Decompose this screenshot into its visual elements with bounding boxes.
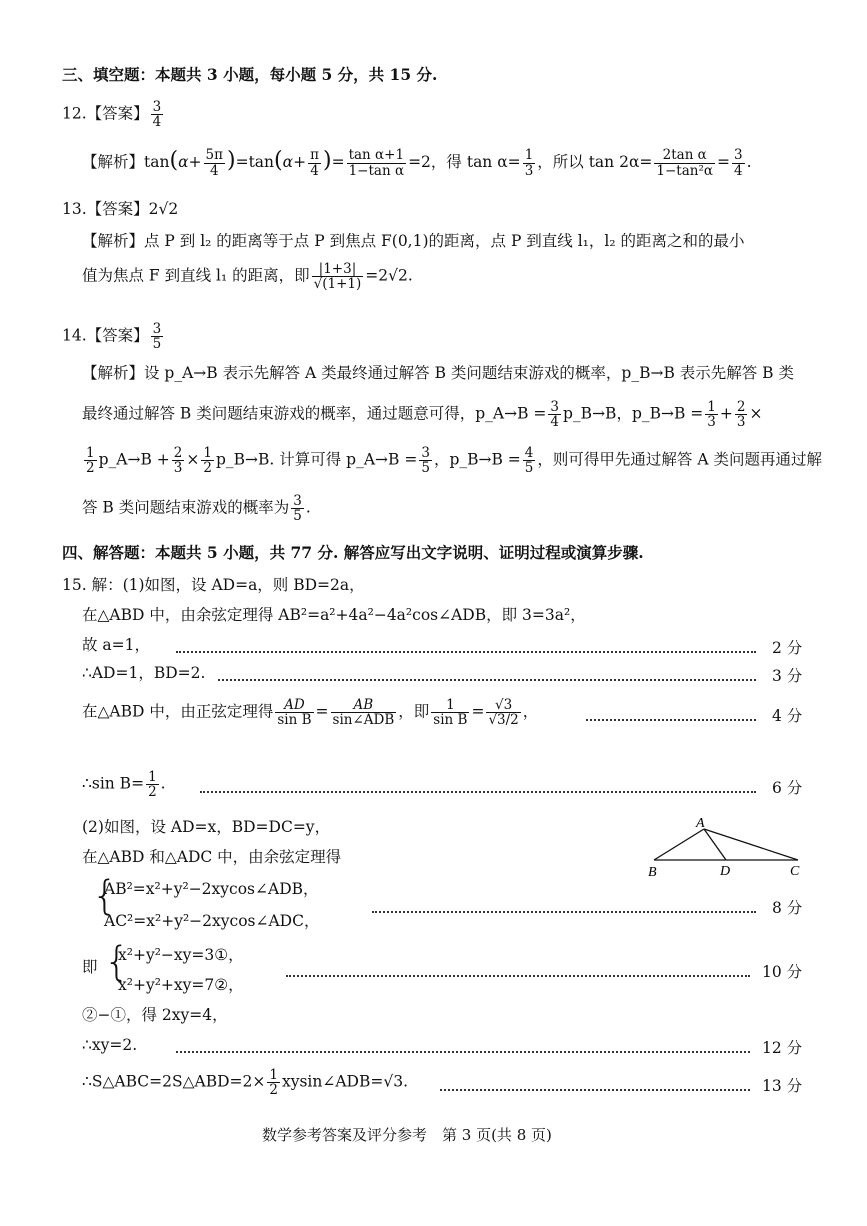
dot-leader: [586, 719, 756, 721]
frac-den: sin B: [433, 712, 468, 729]
q13-label: 13.【答案】: [62, 200, 149, 218]
q15-eq-ab: AB²=x²+y²−2xycos∠ADB，: [104, 880, 319, 898]
frac-den: √3/2: [488, 712, 519, 729]
fraction: [735, 400, 748, 429]
fraction: [291, 494, 304, 523]
text: ∴S△ABC=2S△ABD=2×: [82, 1072, 266, 1091]
q12-answer-fraction: [151, 100, 164, 129]
text: ×: [749, 404, 763, 423]
text: ，则可得甲先通过解答 A 类问题再通过解: [537, 450, 822, 469]
frac-num: 2tan α: [654, 148, 715, 163]
q15-line5: [82, 698, 538, 727]
frac-num: 3: [550, 399, 559, 415]
q13-analysis-line2: [82, 262, 413, 291]
text: α+: [282, 153, 307, 171]
score-10: 10 分: [762, 963, 803, 981]
q15-eq-ac: AC²=x²+y²−2xycos∠ADC，: [104, 912, 320, 930]
left-brace: {: [92, 873, 118, 919]
frac-num: 4: [524, 445, 534, 461]
text: p_B→B. 计算可得 p_A→B =: [215, 450, 418, 469]
q15-line6: [82, 770, 166, 799]
text: ，: [522, 702, 539, 721]
text: ，所以 tan 2α=: [537, 153, 653, 171]
q15-line3: 故 a=1，: [82, 636, 151, 654]
left-brace: {: [104, 939, 130, 985]
score-2: 2 分: [772, 639, 803, 657]
frac-den: 3: [707, 414, 716, 431]
text: p_A→B +: [98, 450, 170, 469]
q15-line1: 15. 解：(1)如图，设 AD=a，则 BD=2a，: [62, 576, 365, 594]
label-a: A: [696, 816, 705, 831]
text: .: [746, 153, 752, 171]
text: =: [331, 153, 345, 171]
score-13: 13 分: [762, 1077, 803, 1095]
frac-num: 1: [86, 445, 95, 461]
paren: ): [227, 148, 236, 173]
frac-den: 2: [148, 784, 157, 801]
frac-num: AD: [275, 698, 313, 713]
frac-den: 1−tan α: [348, 162, 405, 179]
q15-eq1: x²+y²−xy=3①，: [118, 946, 244, 964]
fraction: [419, 446, 432, 475]
label-d: D: [720, 864, 731, 879]
segment-ab: [654, 829, 704, 860]
q13-answer: [62, 200, 178, 219]
frac-num: 1: [707, 399, 716, 415]
score-6: 6 分: [772, 779, 803, 797]
label-c: C: [790, 864, 800, 879]
frac-num: 2: [173, 445, 183, 461]
score-4: 4 分: [772, 707, 803, 725]
fraction: [204, 148, 225, 177]
paren: ): [322, 148, 332, 173]
text: ×: [186, 450, 200, 469]
q14-analysis-line3: [82, 446, 822, 475]
frac-num: 3: [152, 99, 162, 115]
frac-den: 2: [86, 460, 95, 477]
frac-den: √(1+1): [313, 276, 362, 293]
frac-den: 5: [152, 336, 162, 353]
q14-answer: [62, 322, 165, 351]
label-b: B: [648, 865, 657, 880]
fraction: [347, 148, 406, 177]
segment-ac: [704, 829, 798, 860]
paren: (: [169, 148, 179, 173]
text: =: [315, 702, 329, 721]
q12-label: 12.【答案】: [62, 104, 149, 123]
q14-analysis-line4: [82, 494, 311, 523]
fraction: [146, 770, 159, 799]
text: 值为焦点 F 到直线 l₁ 的距离，即: [82, 266, 310, 285]
section-3-title: 三、填空题：本题共 3 小题，每小题 5 分，共 15 分.: [62, 65, 438, 84]
frac-num: 1: [431, 698, 469, 713]
fraction: [84, 446, 97, 475]
fraction: [267, 1068, 280, 1097]
triangle-figure: [640, 812, 810, 882]
text: =2√2.: [365, 266, 413, 285]
text: α+: [178, 153, 202, 171]
fraction: [705, 400, 718, 429]
score-8: 8 分: [772, 899, 803, 917]
q15-line12: ∴xy=2.: [82, 1036, 138, 1054]
frac-num: |1+3|: [312, 262, 364, 277]
frac-den: 5: [524, 460, 534, 477]
fraction: [523, 148, 536, 177]
text: xysin∠ADB=√3.: [281, 1072, 409, 1091]
q15-line11: ②−①，得 2xy=4，: [82, 1006, 228, 1024]
text: tan: [144, 153, 170, 171]
q13-analysis-line1: 【解析】点 P 到 l₂ 的距离等于点 P 到焦点 F(0,1)的距离，点 P 到直线 l₁，l₂ 的距离之和的最小: [82, 232, 745, 250]
frac-num: 3: [152, 321, 162, 337]
dot-leader: [372, 911, 756, 913]
frac-num: 3: [293, 493, 302, 509]
frac-num: 2: [736, 399, 746, 415]
text: 答 B 类问题结束游戏的概率为: [82, 498, 290, 517]
fraction: [308, 148, 321, 177]
text: =: [471, 702, 485, 721]
fraction: [172, 446, 185, 475]
text: .: [305, 498, 311, 517]
frac-num: 3: [421, 445, 430, 461]
score-12: 12 分: [762, 1039, 803, 1057]
frac-den: sin∠ADB: [332, 712, 395, 729]
score-3: 3 分: [772, 667, 803, 685]
text: 在△ABD 中，由正弦定理得: [82, 702, 274, 721]
text: .: [160, 774, 166, 793]
page-footer: 数学参考答案及评分参考 第 3 页(共 8 页): [262, 1126, 552, 1144]
frac-den: 4: [152, 114, 162, 131]
q15-line4: ∴AD=1，BD=2.: [82, 664, 206, 682]
text: ，即: [398, 702, 430, 721]
q15-ji: 即: [82, 958, 98, 976]
paren: (: [274, 148, 283, 173]
frac-num: 5π: [205, 147, 223, 164]
frac-den: 3: [173, 460, 183, 477]
frac-den: 5: [293, 508, 302, 525]
q15-line13: [82, 1068, 408, 1097]
text: +: [719, 404, 733, 423]
frac-den: 5: [421, 460, 430, 477]
text: =tan: [235, 153, 275, 171]
frac-den: 2: [269, 1082, 278, 1099]
fraction: [523, 446, 536, 475]
dot-leader: [176, 651, 756, 653]
frac-den: 4: [209, 162, 219, 179]
frac-num: 3: [734, 147, 743, 164]
text: =: [717, 153, 731, 171]
q15-line7: (2)如图，设 AD=x，BD=DC=y，: [82, 818, 331, 836]
fraction: [331, 698, 397, 727]
q14-label: 14.【答案】: [62, 326, 149, 345]
fraction: [201, 446, 214, 475]
frac-den: sin B: [277, 712, 312, 729]
q14-analysis-line1: 【解析】设 p_A→B 表示先解答 A 类最终通过解答 B 类问题结束游戏的概率，p_B→B 表示先解答 B 类: [82, 364, 795, 382]
frac-num: 1: [524, 147, 534, 164]
text: p_B→B，p_B→B =: [563, 404, 704, 423]
text: ，p_B→B =: [433, 450, 521, 469]
q13-answer-value: 2√2: [148, 200, 179, 218]
fraction: [654, 148, 715, 177]
q14-answer-fraction: [151, 322, 164, 351]
frac-den: 3: [524, 162, 534, 179]
q12-answer: [62, 100, 165, 129]
q15-eq2: x²+y²+xy=7②，: [118, 976, 244, 994]
frac-den: 4: [310, 162, 319, 179]
frac-den: 4: [550, 414, 559, 431]
fraction: [275, 698, 313, 727]
fraction: [486, 698, 520, 727]
fraction: [312, 262, 364, 291]
frac-den: 1−tan²α: [656, 162, 714, 179]
segment-ad: [704, 829, 726, 860]
dot-leader: [200, 791, 756, 793]
frac-num: 1: [269, 1067, 278, 1083]
dot-leader: [440, 1089, 750, 1091]
q14-analysis-line2: [82, 400, 762, 429]
text: ∴sin B=: [82, 774, 145, 793]
text: =2，得 tan α=: [408, 153, 521, 171]
frac-num: tan α+1: [348, 147, 405, 164]
frac-num: AB: [331, 698, 397, 713]
analysis-tag: 【解析】: [82, 153, 145, 171]
dot-leader: [176, 1051, 750, 1053]
frac-num: 1: [148, 769, 157, 785]
fraction: [548, 400, 561, 429]
section-4-title: 四、解答题：本题共 5 小题，共 77 分. 解答应写出文字说明、证明过程或演算步骤.: [62, 543, 644, 562]
q12-analysis: [82, 148, 752, 178]
frac-num: √3: [486, 698, 520, 713]
fraction: [431, 698, 469, 727]
frac-den: 2: [203, 460, 212, 477]
q15-line8: 在△ABD 和△ADC 中，由余弦定理得: [82, 848, 342, 866]
frac-den: 4: [734, 162, 743, 179]
q15-line2: 在△ABD 中，由余弦定理得 AB²=a²+4a²−4a²cos∠ADB，即 3=3a²，: [82, 606, 586, 624]
dot-leader: [218, 679, 756, 681]
text: 最终通过解答 B 类问题结束游戏的概率，通过题意可得，p_A→B =: [82, 404, 547, 423]
frac-den: 3: [736, 414, 746, 431]
dot-leader: [286, 975, 750, 977]
frac-num: π: [310, 147, 319, 164]
fraction: [732, 148, 745, 177]
frac-num: 1: [203, 445, 212, 461]
